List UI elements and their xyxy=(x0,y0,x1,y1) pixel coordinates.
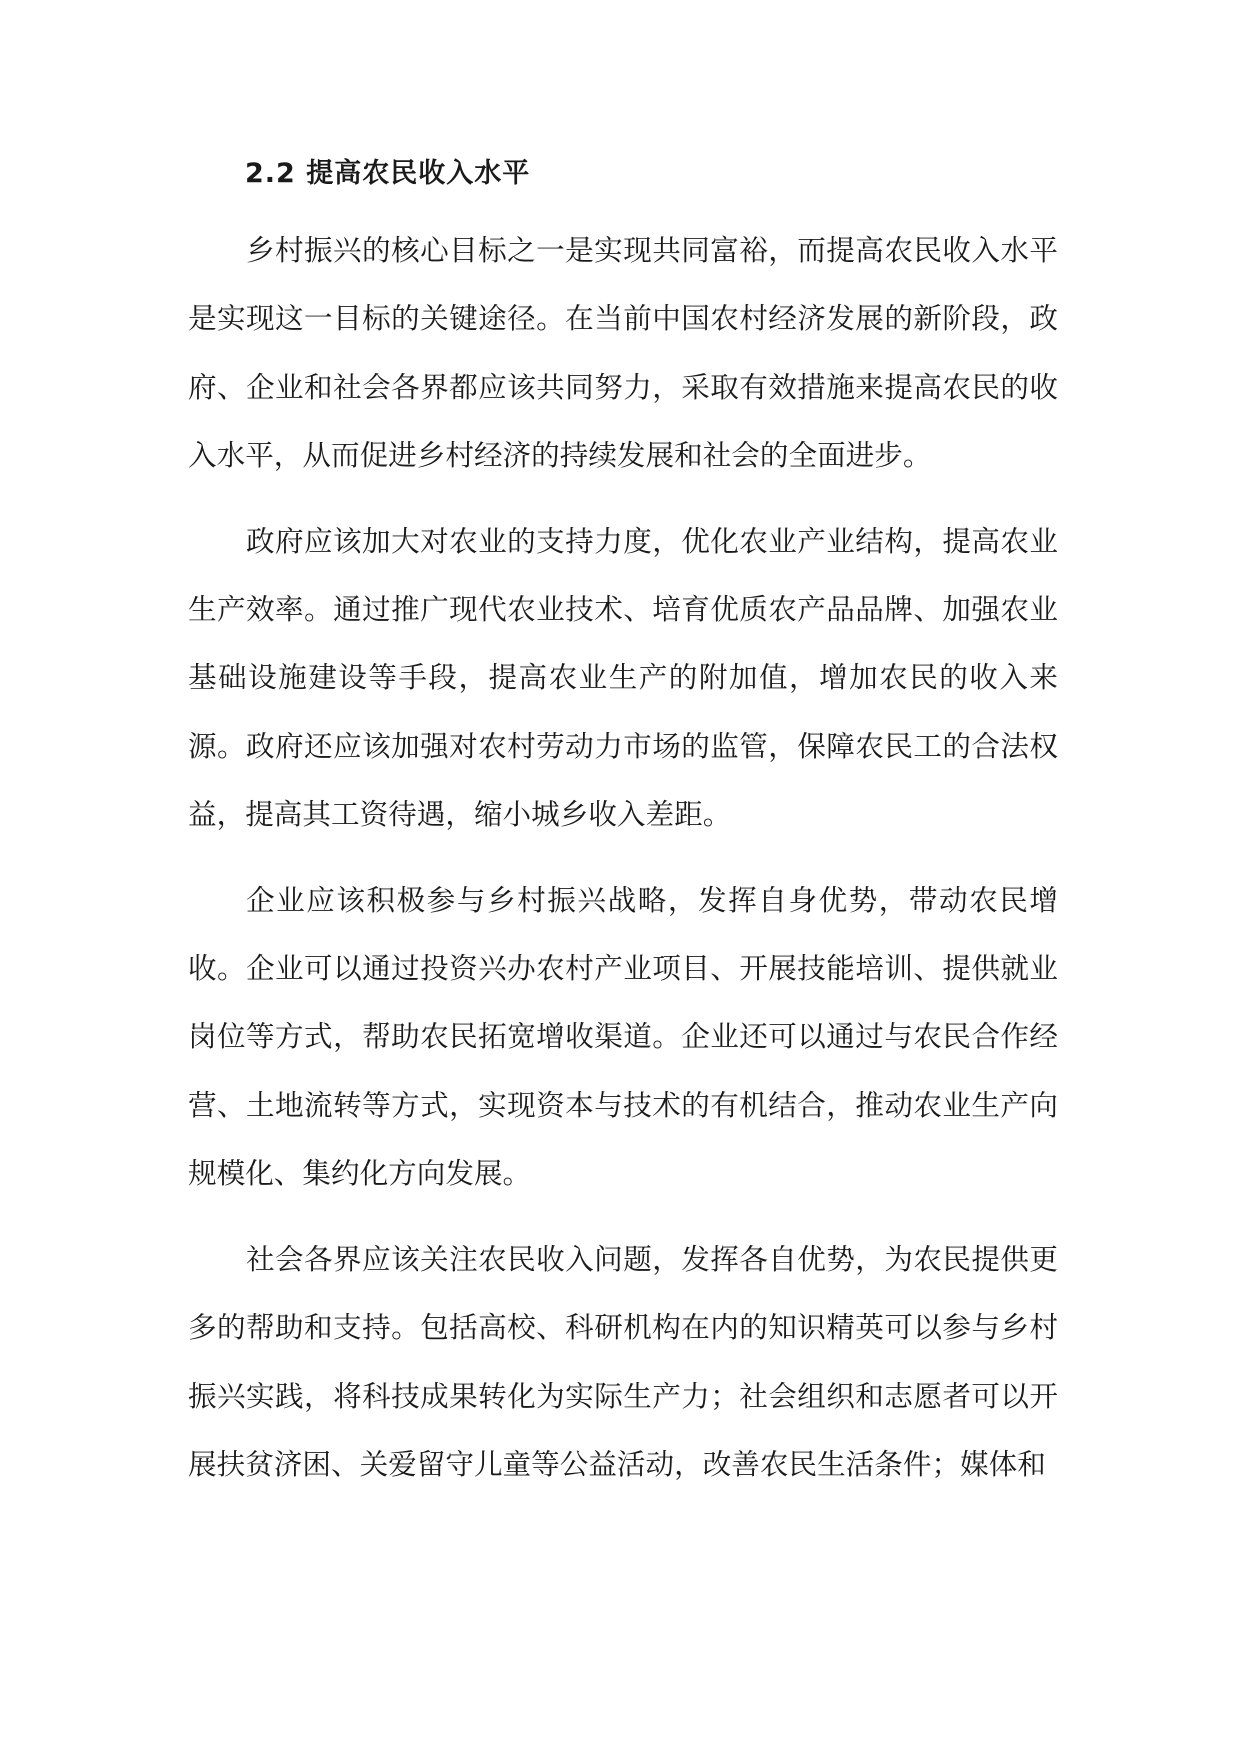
section-heading: 2.2 提高农民收入水平 xyxy=(245,158,531,189)
paragraph-2: 政府应该加大对农业的支持力度，优化农业产业结构，提高农业生产效率。通过推广现代农业技术、培育优质农产品品牌、加强农业基础设施建设等手段，提高农业生产的附加值，增加农民的收入来源。政府还应该加强对农村劳动力市场的监管，保障农民工的合法权益，提高其工资待遇，缩小城乡收入差距。 xyxy=(188,523,1058,832)
paragraph-1: 乡村振兴的核心目标之一是实现共同富裕，而提高农民收入水平是实现这一目标的关键途径。在当前中国农村经济发展的新阶段，政府、企业和社会各界都应该共同努力，采取有效措施来提高农民的收入水平，从而促进乡村经济的持续发展和社会的全面进步。 xyxy=(188,233,1058,473)
document-body xyxy=(188,148,1058,1498)
paragraph-4: 社会各界应该关注农民收入问题，发挥各自优势，为农民提供更多的帮助和支持。包括高校、科研机构在内的知识精英可以参与乡村振兴实践，将科技成果转化为实际生产力；社会组织和志愿者可以开展扶贫济困、关爱留守儿童等公益活动，改善农民生活条件；媒体和 xyxy=(188,1241,1058,1481)
paragraph-3: 企业应该积极参与乡村振兴战略，发挥自身优势，带动农民增收。企业可以通过投资兴办农村产业项目、开展技能培训、提供就业岗位等方式，帮助农民拓宽增收渠道。企业还可以通过与农民合作经营、土地流转等方式，实现资本与技术的有机结合，推动农业生产向规模化、集约化方向发展。 xyxy=(188,882,1058,1191)
